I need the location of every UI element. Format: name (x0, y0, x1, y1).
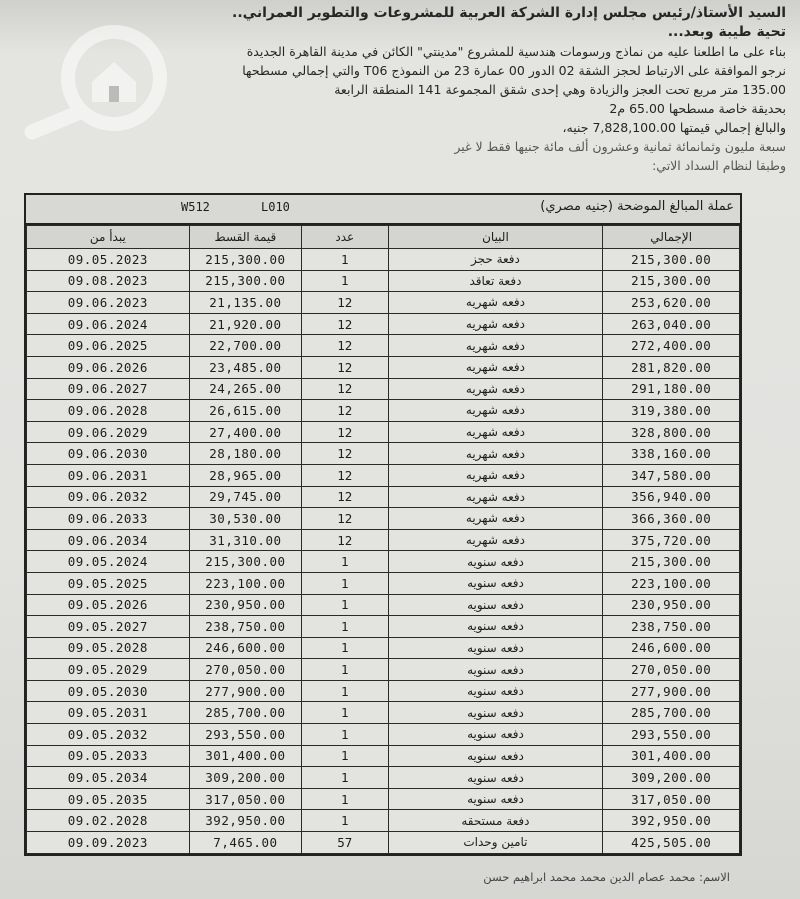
table-row (27, 421, 740, 443)
installment-value-cell: 309,200.00 (189, 767, 301, 789)
installment-value-cell: 29,745.00 (189, 486, 301, 508)
unit-code-b: L010 (261, 200, 290, 214)
table-row (27, 378, 740, 400)
installment-value-cell: 317,050.00 (189, 788, 301, 810)
total-cell: 215,300.00 (603, 551, 740, 573)
description-cell: دفعه سنويه (388, 680, 603, 702)
installment-value-cell: 230,950.00 (189, 594, 301, 616)
col-total: الإجمالي (603, 226, 740, 249)
table-row (27, 313, 740, 335)
schedule-grid (26, 225, 740, 854)
total-cell: 293,550.00 (603, 724, 740, 746)
description-cell: دفعه شهريه (388, 443, 603, 465)
start-date-cell: 09.05.2026 (27, 594, 190, 616)
table-row (27, 508, 740, 530)
table-row (27, 832, 740, 854)
start-date-cell: 09.05.2029 (27, 659, 190, 681)
description-cell: دفعه سنويه (388, 637, 603, 659)
description-cell: دفعه شهريه (388, 421, 603, 443)
total-cell: 356,940.00 (603, 486, 740, 508)
start-date-cell: 09.06.2026 (27, 356, 190, 378)
start-date-cell: 09.06.2031 (27, 464, 190, 486)
description-cell: دفعه سنويه (388, 767, 603, 789)
installment-value-cell: 285,700.00 (189, 702, 301, 724)
table-row (27, 745, 740, 767)
installment-value-cell: 215,300.00 (189, 270, 301, 292)
table-row (27, 594, 740, 616)
total-cell: 301,400.00 (603, 745, 740, 767)
letter-line: بناء على ما اطلعنا عليه من نماذج ورسومات هندسية للمشروع "مدينتي" الكائن في مدينة القاهرة الجديدة (246, 44, 786, 59)
letter-line: سبعة مليون وثمانمائة ثمانية وعشرون ألف مائة جنيها فقط لا غير (454, 139, 786, 154)
count-cell: 1 (302, 616, 388, 638)
count-cell: 12 (302, 443, 388, 465)
installment-value-cell: 7,465.00 (189, 832, 301, 854)
start-date-cell: 09.05.2028 (27, 637, 190, 659)
total-cell: 338,160.00 (603, 443, 740, 465)
start-date-cell: 09.05.2031 (27, 702, 190, 724)
total-cell: 215,300.00 (603, 270, 740, 292)
total-cell: 230,950.00 (603, 594, 740, 616)
start-date-cell: 09.05.2023 (27, 249, 190, 271)
installment-value-cell: 21,920.00 (189, 313, 301, 335)
count-cell: 12 (302, 335, 388, 357)
letter-line: والبالغ إجمالي قيمتها 7,828,100.00 جنيه، (562, 120, 786, 135)
count-cell: 12 (302, 486, 388, 508)
count-cell: 1 (302, 637, 388, 659)
start-date-cell: 09.05.2034 (27, 767, 190, 789)
installment-value-cell: 215,300.00 (189, 249, 301, 271)
installment-value-cell: 246,600.00 (189, 637, 301, 659)
count-cell: 1 (302, 572, 388, 594)
total-cell: 272,400.00 (603, 335, 740, 357)
description-cell: دفعه شهريه (388, 400, 603, 422)
total-cell: 246,600.00 (603, 637, 740, 659)
description-cell: دفعه شهريه (388, 529, 603, 551)
total-cell: 328,800.00 (603, 421, 740, 443)
table-row (27, 572, 740, 594)
total-cell: 277,900.00 (603, 680, 740, 702)
count-cell: 12 (302, 378, 388, 400)
letter-text (6, 4, 786, 175)
count-cell: 12 (302, 400, 388, 422)
total-cell: 270,050.00 (603, 659, 740, 681)
installment-value-cell: 28,180.00 (189, 443, 301, 465)
total-cell: 319,380.00 (603, 400, 740, 422)
letter-greeting: تحية طيبة وبعد... (667, 24, 786, 40)
start-date-cell: 09.05.2032 (27, 724, 190, 746)
start-date-cell: 09.05.2025 (27, 572, 190, 594)
count-cell: 1 (302, 680, 388, 702)
installment-value-cell: 215,300.00 (189, 551, 301, 573)
count-cell: 12 (302, 356, 388, 378)
count-cell: 1 (302, 659, 388, 681)
description-cell: دفعة مستحقه (388, 810, 603, 832)
total-cell: 392,950.00 (603, 810, 740, 832)
description-cell: دفعه شهريه (388, 335, 603, 357)
letter-line: وطبقا لنظام السداد الاتي: (652, 158, 786, 173)
table-row (27, 464, 740, 486)
installment-value-cell: 26,615.00 (189, 400, 301, 422)
installment-value-cell: 223,100.00 (189, 572, 301, 594)
description-cell: دفعه سنويه (388, 616, 603, 638)
total-cell: 263,040.00 (603, 313, 740, 335)
total-cell: 238,750.00 (603, 616, 740, 638)
col-start-date: يبدأ من (27, 226, 190, 249)
total-cell: 291,180.00 (603, 378, 740, 400)
table-row (27, 529, 740, 551)
table-row (27, 400, 740, 422)
total-cell: 285,700.00 (603, 702, 740, 724)
description-cell: دفعه شهريه (388, 292, 603, 314)
description-cell: دفعه سنويه (388, 724, 603, 746)
total-cell: 253,620.00 (603, 292, 740, 314)
installment-value-cell: 23,485.00 (189, 356, 301, 378)
table-row (27, 788, 740, 810)
description-cell: دفعه سنويه (388, 572, 603, 594)
description-cell: دفعه شهريه (388, 486, 603, 508)
count-cell: 12 (302, 464, 388, 486)
table-row (27, 356, 740, 378)
payment-schedule-table (24, 193, 742, 856)
description-cell: دفعه شهريه (388, 313, 603, 335)
count-cell: 1 (302, 270, 388, 292)
total-cell: 223,100.00 (603, 572, 740, 594)
count-cell: 12 (302, 508, 388, 530)
installment-value-cell: 277,900.00 (189, 680, 301, 702)
count-cell: 1 (302, 702, 388, 724)
description-cell: دفعه سنويه (388, 551, 603, 573)
count-cell: 1 (302, 745, 388, 767)
letter-line: نرجو الموافقة على الارتباط لحجز الشقة 02 الدور 00 عمارة 23 من النموذج T06 والتي إجمالي مسطحها (242, 63, 786, 78)
count-cell: 1 (302, 788, 388, 810)
start-date-cell: 09.06.2032 (27, 486, 190, 508)
letter-line: بحديقة خاصة مسطحها 65.00 م2 (609, 101, 786, 116)
col-count: عدد (302, 226, 388, 249)
table-row (27, 335, 740, 357)
start-date-cell: 09.06.2028 (27, 400, 190, 422)
description-cell: تامين وحدات (388, 832, 603, 854)
table-header-bar (26, 195, 740, 225)
table-row (27, 292, 740, 314)
start-date-cell: 09.05.2033 (27, 745, 190, 767)
description-cell: دفعه شهريه (388, 356, 603, 378)
table-row (27, 702, 740, 724)
installment-value-cell: 238,750.00 (189, 616, 301, 638)
start-date-cell: 09.06.2024 (27, 313, 190, 335)
description-cell: دفعة تعاقد (388, 270, 603, 292)
table-row (27, 270, 740, 292)
signature-line: الاسم: محمد عصام الدين محمد محمد ابراهيم حسن (483, 870, 730, 884)
description-cell: دفعه سنويه (388, 659, 603, 681)
description-cell: دفعه شهريه (388, 378, 603, 400)
count-cell: 12 (302, 421, 388, 443)
installment-value-cell: 31,310.00 (189, 529, 301, 551)
count-cell: 12 (302, 313, 388, 335)
count-cell: 1 (302, 767, 388, 789)
table-row (27, 249, 740, 271)
table-row (27, 551, 740, 573)
start-date-cell: 09.06.2027 (27, 378, 190, 400)
start-date-cell: 09.06.2034 (27, 529, 190, 551)
table-row (27, 810, 740, 832)
installment-value-cell: 28,965.00 (189, 464, 301, 486)
total-cell: 366,360.00 (603, 508, 740, 530)
installment-value-cell: 24,265.00 (189, 378, 301, 400)
installment-value-cell: 22,700.00 (189, 335, 301, 357)
table-row (27, 616, 740, 638)
table-row (27, 767, 740, 789)
table-row (27, 659, 740, 681)
count-cell: 1 (302, 594, 388, 616)
start-date-cell: 09.02.2028 (27, 810, 190, 832)
total-cell: 309,200.00 (603, 767, 740, 789)
col-installment-value: قيمة القسط (189, 226, 301, 249)
total-cell: 317,050.00 (603, 788, 740, 810)
installment-value-cell: 30,530.00 (189, 508, 301, 530)
installment-value-cell: 21,135.00 (189, 292, 301, 314)
installment-value-cell: 392,950.00 (189, 810, 301, 832)
total-cell: 215,300.00 (603, 249, 740, 271)
count-cell: 1 (302, 551, 388, 573)
start-date-cell: 09.06.2023 (27, 292, 190, 314)
letter-addressee: السيد الأستاذ/رئيس مجلس إدارة الشركة العربية للمشروعات والتطوير العمراني.. (232, 5, 786, 21)
table-row (27, 680, 740, 702)
count-cell: 1 (302, 810, 388, 832)
total-cell: 375,720.00 (603, 529, 740, 551)
start-date-cell: 09.05.2035 (27, 788, 190, 810)
column-headers (27, 226, 740, 249)
start-date-cell: 09.05.2030 (27, 680, 190, 702)
total-cell: 425,505.00 (603, 832, 740, 854)
total-cell: 347,580.00 (603, 464, 740, 486)
table-row (27, 486, 740, 508)
table-row (27, 443, 740, 465)
installment-value-cell: 301,400.00 (189, 745, 301, 767)
start-date-cell: 09.06.2030 (27, 443, 190, 465)
description-cell: دفعه سنويه (388, 788, 603, 810)
col-description: البيان (388, 226, 603, 249)
start-date-cell: 09.05.2027 (27, 616, 190, 638)
count-cell: 1 (302, 249, 388, 271)
start-date-cell: 09.06.2033 (27, 508, 190, 530)
description-cell: دفعة حجز (388, 249, 603, 271)
description-cell: دفعه سنويه (388, 594, 603, 616)
description-cell: دفعه سنويه (388, 745, 603, 767)
total-cell: 281,820.00 (603, 356, 740, 378)
count-cell: 12 (302, 529, 388, 551)
count-cell: 1 (302, 724, 388, 746)
description-cell: دفعه شهريه (388, 508, 603, 530)
installment-value-cell: 27,400.00 (189, 421, 301, 443)
installment-value-cell: 293,550.00 (189, 724, 301, 746)
start-date-cell: 09.08.2023 (27, 270, 190, 292)
count-cell: 57 (302, 832, 388, 854)
start-date-cell: 09.06.2029 (27, 421, 190, 443)
table-row (27, 724, 740, 746)
table-row (27, 637, 740, 659)
installment-value-cell: 270,050.00 (189, 659, 301, 681)
start-date-cell: 09.09.2023 (27, 832, 190, 854)
description-cell: دفعه سنويه (388, 702, 603, 724)
unit-code-a: W512 (181, 200, 210, 214)
currency-label: عملة المبالغ الموضحة (جنيه مصري) (540, 199, 734, 214)
description-cell: دفعه شهريه (388, 464, 603, 486)
start-date-cell: 09.06.2025 (27, 335, 190, 357)
start-date-cell: 09.05.2024 (27, 551, 190, 573)
letter-line: 135.00 متر مربع تحت العجز والزيادة وهي إحدى شقق المجموعة 141 المنطقة الرابعة (334, 82, 786, 97)
count-cell: 12 (302, 292, 388, 314)
